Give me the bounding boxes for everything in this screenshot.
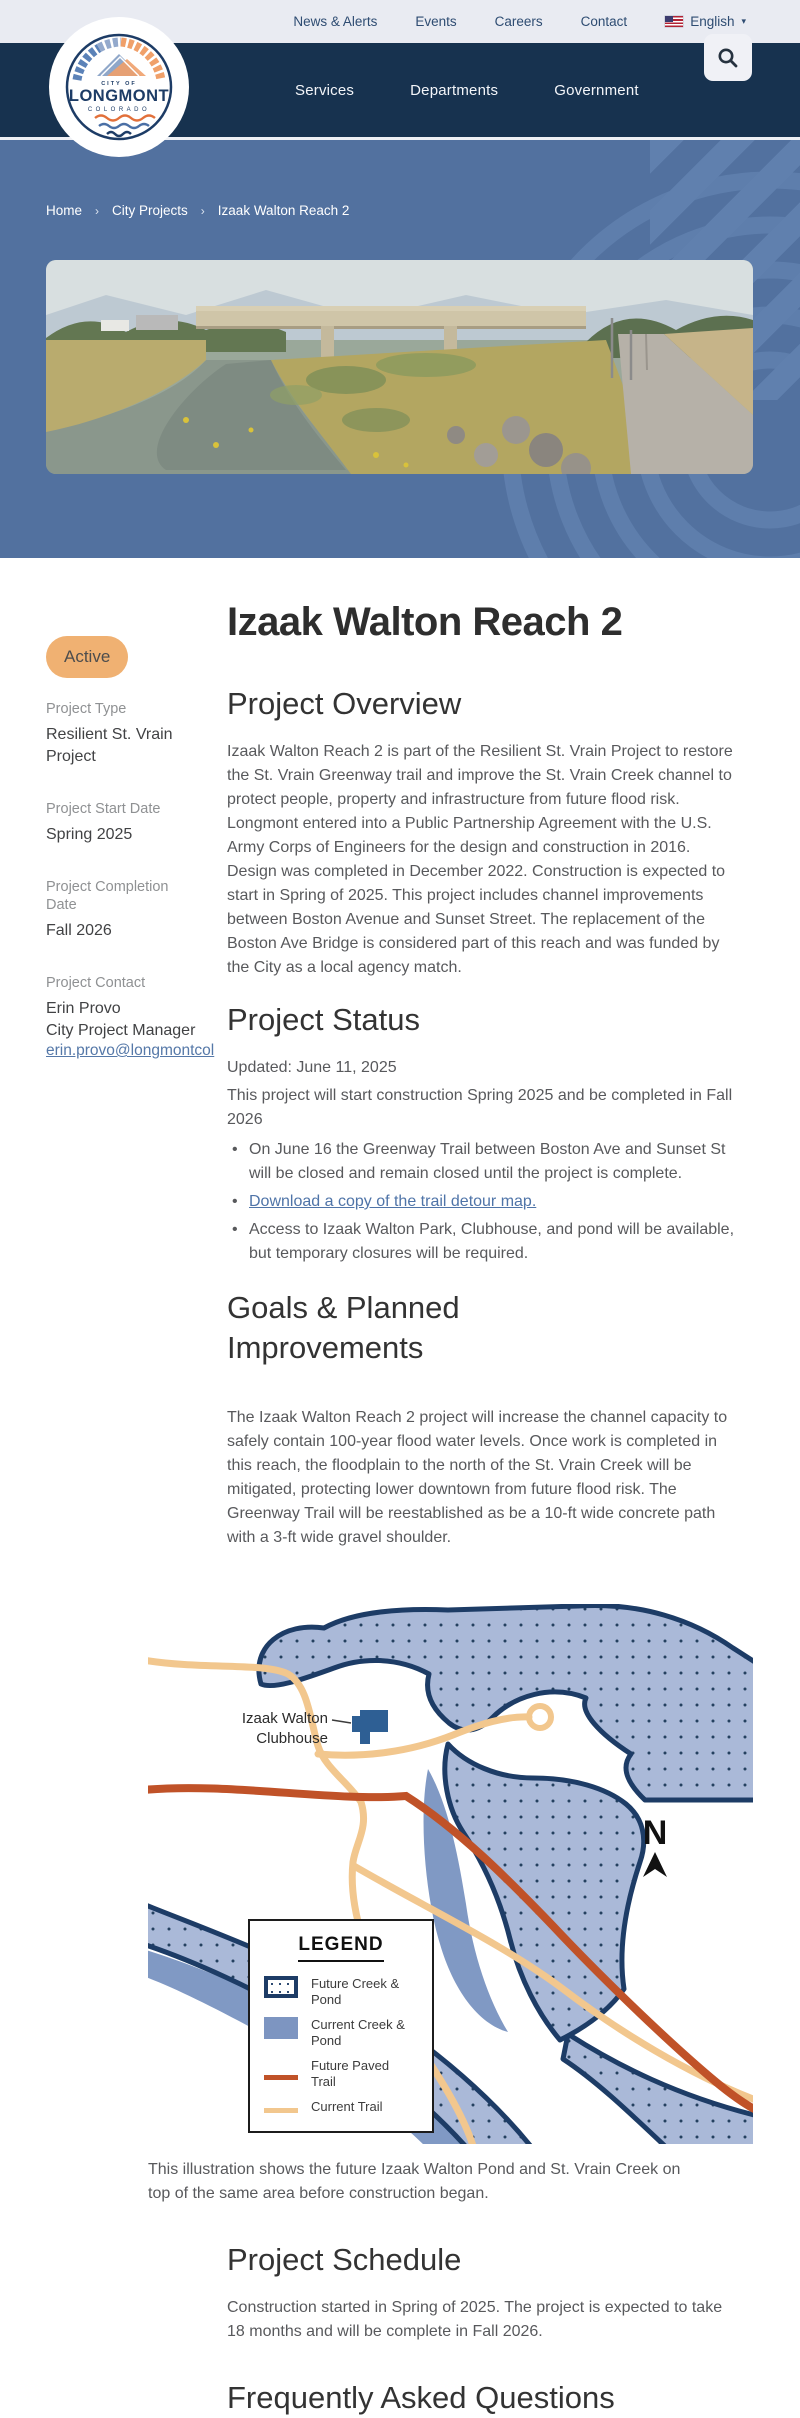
language-label: English	[690, 14, 735, 29]
utility-link-news-alerts[interactable]: News & Alerts	[293, 14, 378, 29]
future-creek-pond-swatch-icon	[264, 1976, 298, 1998]
future-paved-trail-swatch-icon	[264, 2075, 298, 2080]
legend-label: Current Creek & Pond	[311, 2017, 405, 2048]
search-button[interactable]	[704, 34, 752, 81]
page-title: Izaak Walton Reach 2	[227, 600, 623, 644]
schedule-paragraph: Construction started in Spring of 2025. The project is expected to take 18 months and will be complete in Fall 2026.	[227, 2299, 723, 2340]
breadcrumb-separator-icon: ›	[95, 203, 100, 218]
utility-link-contact[interactable]: Contact	[580, 14, 628, 29]
main-content	[148, 600, 758, 2418]
breadcrumb-separator-icon: ›	[200, 203, 205, 218]
goals-paragraph: The Izaak Walton Reach 2 project will increase the channel capacity to safely contain 100-year flood water levels. Once work is completed in this reach, the floodplain to the north of the St. Vrain Creek will be mitigated, protecting lower downtown from future flood risk. The Greenway Trail will be reestablished as be a 10-ft wide concrete path with a 3-ft wide gravel shoulder.	[227, 1409, 728, 1546]
contact-title: City Project Manager	[46, 1022, 196, 1039]
status-updated: Updated: June 11, 2025	[227, 1059, 397, 1076]
sidebar-group-contact	[46, 974, 215, 1060]
legend-item-current-creek-pond	[264, 2017, 432, 2049]
breadcrumb-city-projects[interactable]: City Projects	[112, 203, 188, 218]
overview-heading: Project Overview	[227, 686, 462, 721]
schedule-heading: Project Schedule	[227, 2242, 462, 2277]
utility-link-careers[interactable]: Careers	[494, 14, 543, 29]
city-logo[interactable]	[49, 12, 190, 162]
sidebar-value: Resilient St. Vrain Project	[46, 726, 173, 765]
legend-label: Current Trail	[311, 2099, 383, 2114]
status-badge: Active	[46, 636, 128, 678]
project-details-sidebar	[46, 700, 215, 1092]
map-caption: This illustration shows the future Izaak Walton Pond and St. Vrain Creek on top of the same area before construction began.	[148, 2161, 681, 2202]
logo-name-text: LONGMONT	[68, 87, 170, 105]
logo-city-of-text: CITY OF	[101, 81, 137, 87]
legend-label: Future Paved Trail	[311, 2058, 390, 2089]
overview-paragraph: Izaak Walton Reach 2 is part of the Resilient St. Vrain Project to restore the St. Vrain Greenway trail and improve the St. Vrain Creek channel to protect people, property and infrastructure from future flood risk. Longmont entered into a Public Partnership Agreement with the U.S. Army Corps of Engineers for the design and construction in 2016. Design was completed in December 2022. Construction is expected to start in Spring of 2025. This project includes channel improvements between Boston Avenue and Sunset Street. The replacement of the Boston Ave Bridge is considered part of this reach and was funded by the City as a local agency match.	[227, 743, 733, 976]
compass-north-label: N	[642, 1814, 668, 1852]
nav-link-government[interactable]: Government	[554, 81, 639, 99]
breadcrumb	[46, 203, 349, 218]
sidebar-label: Project Completion Date	[46, 879, 169, 913]
legend-item-current-trail	[264, 2099, 432, 2115]
current-creek-pond-swatch-icon	[264, 2017, 298, 2039]
goals-heading: Goals & Planned Improvements	[227, 1290, 460, 1365]
us-flag-icon	[665, 16, 683, 27]
logo-state-text: COLORADO	[87, 107, 151, 113]
chevron-down-icon: ▾	[741, 16, 746, 26]
status-bullet: • On June 16 the Greenway Trail between Boston Ave and Sunset St will be closed and remain closed until the project is complete.	[227, 1138, 742, 1186]
status-bullet-link-item	[227, 1190, 742, 1214]
status-bullet-list	[227, 1138, 742, 1266]
nav-link-departments[interactable]: Departments	[410, 81, 499, 99]
breadcrumb-current-page: Izaak Walton Reach 2	[217, 203, 350, 218]
sidebar-label: Project Contact	[46, 975, 146, 991]
sidebar-value: Spring 2025	[46, 826, 133, 843]
nav-link-services[interactable]: Services	[295, 81, 355, 99]
faq-heading: Frequently Asked Questions	[227, 2380, 615, 2415]
search-icon	[716, 46, 740, 70]
status-bullet: • Access to Izaak Walton Park, Clubhouse, and pond will be available, but temporary closures will be required.	[227, 1218, 742, 1266]
current-trail-swatch-icon	[264, 2108, 298, 2113]
sidebar-group-completion-date	[46, 878, 196, 942]
sidebar-group-project-type	[46, 700, 196, 768]
legend-item-future-creek-pond	[264, 1976, 432, 2008]
language-selector[interactable]	[665, 14, 746, 29]
utility-link-events[interactable]: Events	[415, 14, 457, 29]
sidebar-label: Project Type	[46, 701, 127, 717]
project-map-illustration	[148, 1604, 753, 2144]
legend-label: Future Creek & Pond	[311, 1976, 400, 2007]
project-hero-photo	[46, 260, 753, 474]
map-legend	[248, 1919, 434, 2133]
status-heading: Project Status	[227, 1002, 420, 1037]
sidebar-group-start-date	[46, 800, 196, 846]
breadcrumb-home[interactable]: Home	[46, 203, 83, 218]
contact-name: Erin Provo	[46, 1000, 121, 1017]
sidebar-value: Fall 2026	[46, 922, 112, 939]
contact-email-link[interactable]: erin.provo@longmontcol	[46, 1042, 215, 1059]
clubhouse-label-line2: Clubhouse	[256, 1730, 328, 1747]
status-intro: This project will start construction Spring 2025 and be completed in Fall 2026	[227, 1087, 733, 1128]
clubhouse-label-line1: Izaak Walton	[241, 1710, 328, 1727]
legend-item-future-paved-trail	[264, 2058, 432, 2090]
sidebar-label: Project Start Date	[46, 801, 161, 817]
page-banner	[0, 137, 800, 558]
detour-map-download-link[interactable]: Download a copy of the trail detour map.	[249, 1193, 537, 1210]
legend-title: LEGEND	[298, 1934, 383, 1962]
